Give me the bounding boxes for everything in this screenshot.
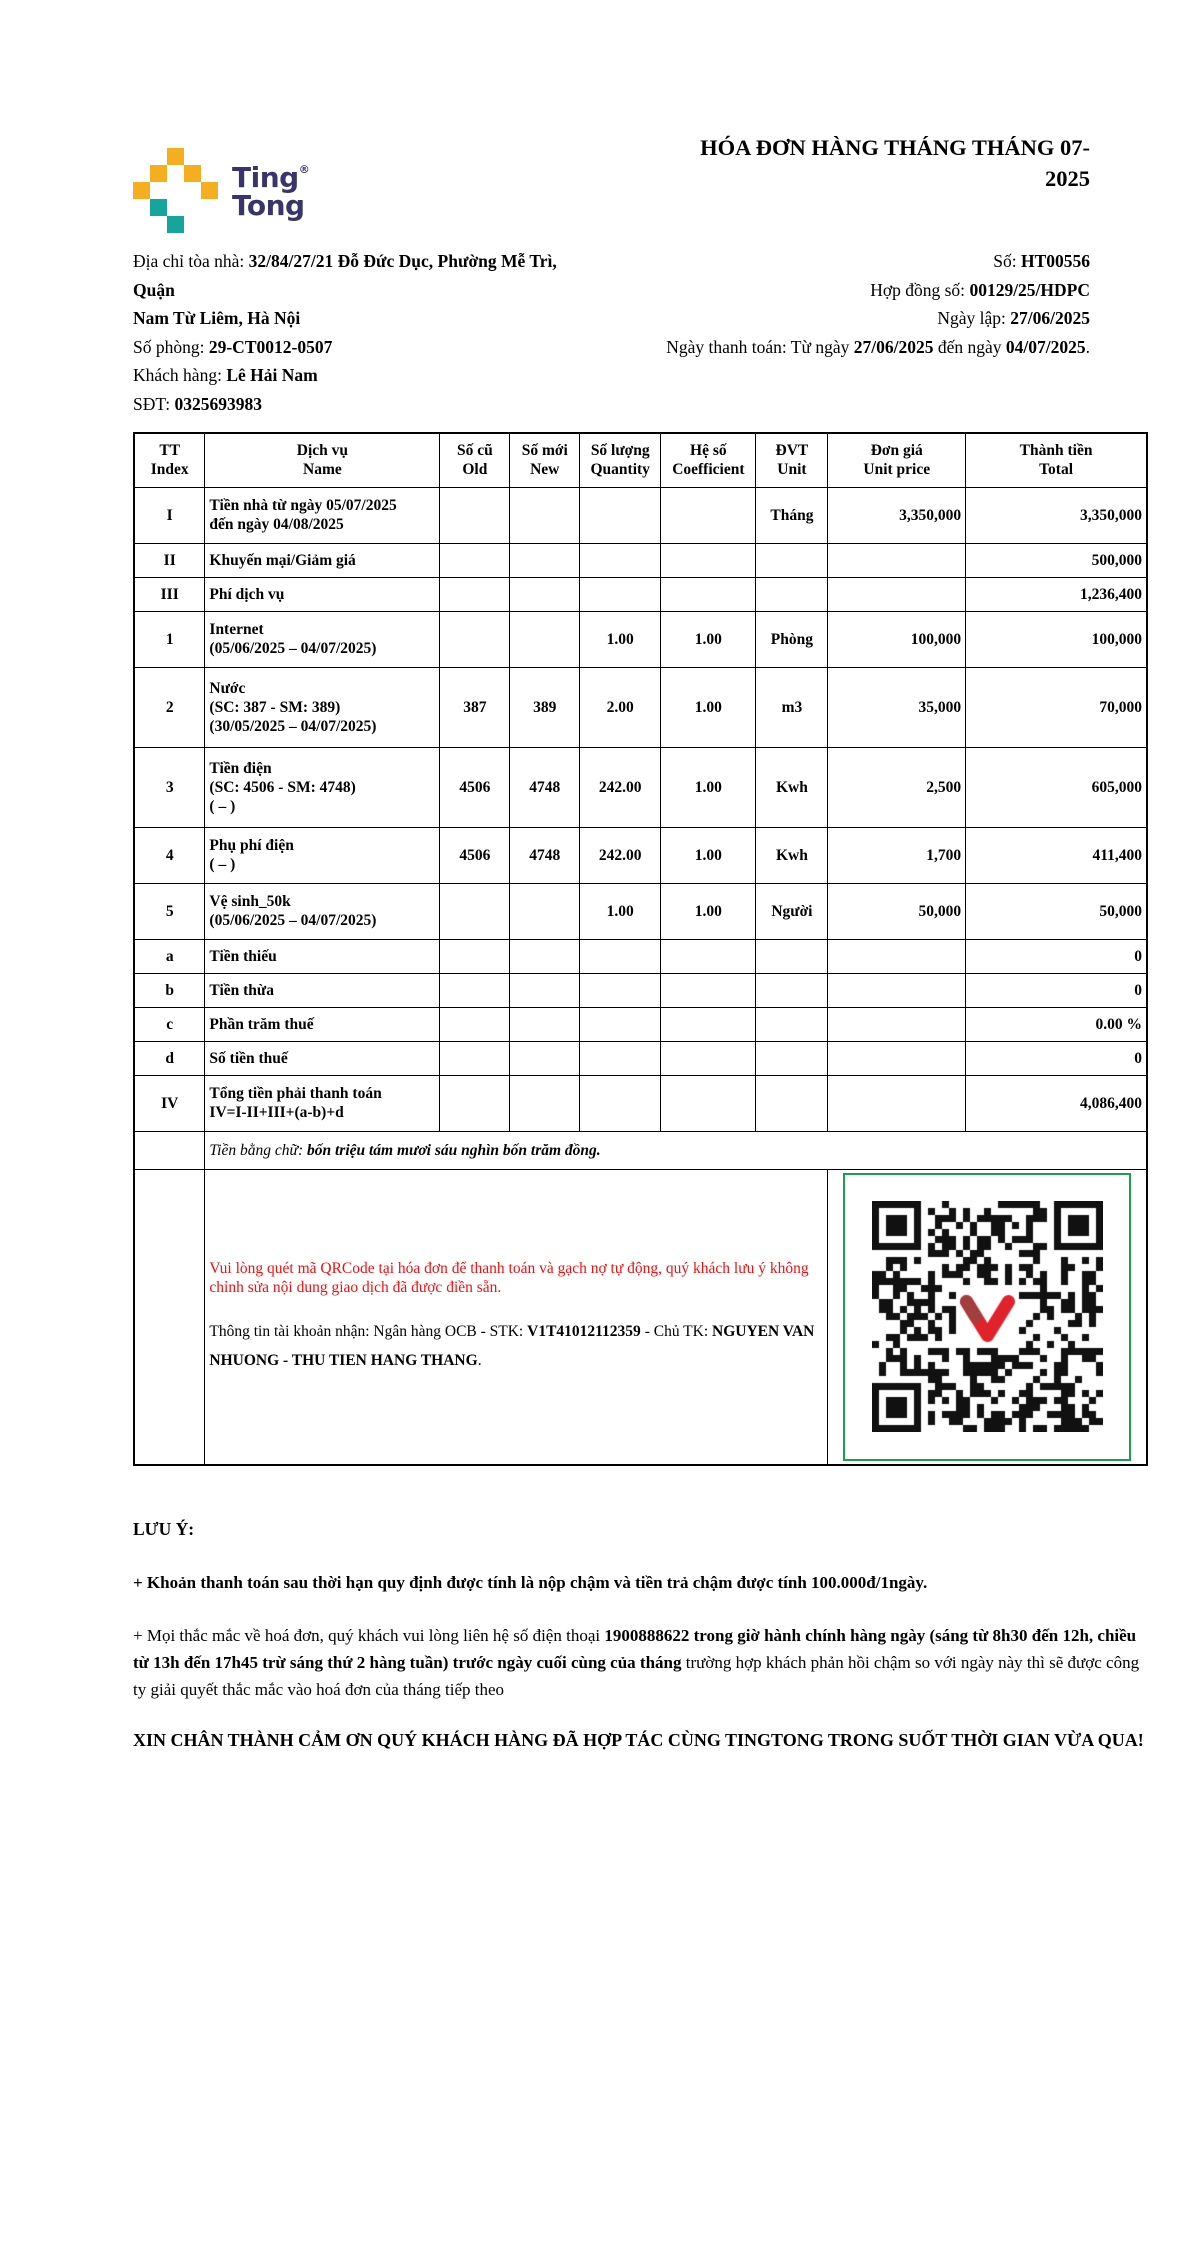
cell-new bbox=[510, 487, 580, 543]
amount-in-words-label: Tiền bằng chữ: bbox=[209, 1141, 307, 1159]
cell-unit bbox=[756, 1075, 828, 1131]
payment-period-line bbox=[593, 333, 1090, 362]
customer-line bbox=[133, 361, 593, 390]
cell-new: 4748 bbox=[510, 747, 580, 827]
brand-wordmark bbox=[232, 156, 309, 220]
cell-old bbox=[440, 883, 510, 939]
cell-old bbox=[440, 973, 510, 1007]
cell-name: Khuyến mại/Giảm giá bbox=[205, 543, 440, 577]
cell-index: IV bbox=[134, 1075, 205, 1131]
cell-coef bbox=[661, 1075, 756, 1131]
cell-total: 0 bbox=[966, 1041, 1147, 1075]
cell-qty bbox=[580, 1041, 661, 1075]
cell-new bbox=[510, 973, 580, 1007]
cell-unit: Người bbox=[756, 883, 828, 939]
invoice-info-left bbox=[133, 247, 593, 418]
table-row bbox=[134, 487, 1147, 543]
deadline-emphasis: trước ngày cuối cùng của tháng bbox=[452, 1652, 682, 1672]
building-address-value2: Nam Từ Liêm, Hà Nội bbox=[133, 308, 301, 328]
cell-price bbox=[828, 1075, 966, 1131]
logo-pixel bbox=[184, 165, 201, 182]
thank-you-text: XIN CHÂN THÀNH CẢM ƠN QUÝ KHÁCH HÀNG ĐÃ HỢP TÁC CÙNG TINGTONG TRONG SUỐT THỜI GIAN VỪA QUA! bbox=[133, 1729, 1144, 1750]
cell-total: 70,000 bbox=[966, 667, 1147, 747]
table-row bbox=[134, 973, 1147, 1007]
payment-to-date: 04/07/2025 bbox=[1005, 336, 1086, 357]
cell-unit: Kwh bbox=[756, 827, 828, 883]
cell-new bbox=[510, 1007, 580, 1041]
invoice-number-value: HT00556 bbox=[1020, 251, 1090, 271]
contract-number-value: 00129/25/HDPC bbox=[969, 279, 1090, 300]
cell-price: 3,350,000 bbox=[828, 487, 966, 543]
cell-new: 4748 bbox=[510, 827, 580, 883]
logo-pixel bbox=[167, 148, 184, 165]
table-row bbox=[134, 611, 1147, 667]
cell-coef: 1.00 bbox=[661, 611, 756, 667]
col-header-index: TT Index bbox=[134, 433, 205, 487]
payment-period-mid: đến ngày bbox=[933, 336, 1006, 357]
cell-coef bbox=[661, 973, 756, 1007]
brand-word-ting: Ting bbox=[232, 161, 299, 194]
cell-unit: m3 bbox=[756, 667, 828, 747]
cell-total: 500,000 bbox=[966, 543, 1147, 577]
table-row bbox=[134, 827, 1147, 883]
footer-notes bbox=[133, 1516, 1148, 1755]
cell-new bbox=[510, 939, 580, 973]
cell-qty bbox=[580, 1007, 661, 1041]
customer-label: Khách hàng: bbox=[133, 365, 227, 385]
customer-value: Lê Hải Nam bbox=[226, 365, 318, 385]
cell-new bbox=[510, 883, 580, 939]
cell-name: Internet (05/06/2025 – 04/07/2025) bbox=[205, 611, 440, 667]
cell-qty bbox=[580, 543, 661, 577]
cell-qty bbox=[580, 939, 661, 973]
cell-price bbox=[828, 577, 966, 611]
cell-index: d bbox=[134, 1041, 205, 1075]
invoice-table bbox=[133, 432, 1148, 1466]
cell-price: 2,500 bbox=[828, 747, 966, 827]
cell-qty bbox=[580, 577, 661, 611]
cell-coef bbox=[661, 1041, 756, 1075]
cell-total: 3,350,000 bbox=[966, 487, 1147, 543]
cell-unit: Kwh bbox=[756, 747, 828, 827]
col-header-new: Số mới New bbox=[510, 433, 580, 487]
table-row bbox=[134, 1007, 1147, 1041]
invoice-info-right bbox=[593, 247, 1090, 418]
qr-code-frame bbox=[843, 1173, 1131, 1461]
account-end: . bbox=[477, 1351, 482, 1369]
cell-new bbox=[510, 1041, 580, 1075]
cell-coef bbox=[661, 543, 756, 577]
account-info-text bbox=[209, 1317, 823, 1375]
qr-code-cell bbox=[828, 1169, 1147, 1465]
cell-total: 0 bbox=[966, 939, 1147, 973]
cell-old bbox=[440, 1075, 510, 1131]
table-row bbox=[134, 667, 1147, 747]
cell-total: 0.00 % bbox=[966, 1007, 1147, 1041]
qr-code bbox=[872, 1201, 1103, 1432]
issue-date-label: Ngày lập: bbox=[937, 308, 1011, 328]
cell-coef: 1.00 bbox=[661, 667, 756, 747]
cell-name: Vệ sinh_50k (05/06/2025 – 04/07/2025) bbox=[205, 883, 440, 939]
cell-new bbox=[510, 611, 580, 667]
cell-coef: 1.00 bbox=[661, 747, 756, 827]
hotline-note-part1: + Mọi thắc mắc về hoá đơn, quý khách vui lòng liên hệ số điện thoại bbox=[133, 1625, 605, 1645]
cell-coef: 1.00 bbox=[661, 883, 756, 939]
cell-index: a bbox=[134, 939, 205, 973]
issue-date-line bbox=[593, 304, 1090, 333]
cell-price bbox=[828, 939, 966, 973]
phone-line bbox=[133, 390, 593, 419]
cell-coef bbox=[661, 577, 756, 611]
cell-price: 100,000 bbox=[828, 611, 966, 667]
col-header-unit-price: Đơn giá Unit price bbox=[828, 433, 966, 487]
col-header-quantity: Số lượng Quantity bbox=[580, 433, 661, 487]
hotline-note-part5: trường hợp khách phản hồi chậm so với ngày này thì sẽ được công ty giải quyết thắc mắc vào hoá đơn của tháng tiếp theo bbox=[133, 1652, 1140, 1699]
cell-unit bbox=[756, 973, 828, 1007]
hotline-number-and-hours: 1900888622 trong giờ hành chính hàng ngày (sáng từ 8h30 đến 12h, chiều từ 13h đến 17h45 trừ sáng thứ 2 hàng tuần) bbox=[133, 1625, 1137, 1672]
cell-index: II bbox=[134, 543, 205, 577]
cell-unit bbox=[756, 543, 828, 577]
late-payment-note: + Khoản thanh toán sau thời hạn quy định được tính là nộp chậm và tiền trả chậm được tính 100.000đ/1ngày. bbox=[133, 1572, 928, 1592]
account-prefix: Thông tin tài khoản nhận: Ngân hàng OCB - STK: bbox=[209, 1322, 528, 1340]
cell-new: 389 bbox=[510, 667, 580, 747]
cell-qty: 242.00 bbox=[580, 827, 661, 883]
cell-name: Tiền thừa bbox=[205, 973, 440, 1007]
table-header-row bbox=[134, 433, 1147, 487]
cell-old bbox=[440, 1007, 510, 1041]
room-number-value: 29-CT0012-0507 bbox=[208, 336, 333, 357]
cell-unit bbox=[756, 577, 828, 611]
table-row bbox=[134, 577, 1147, 611]
cell-qty: 2.00 bbox=[580, 667, 661, 747]
table-row bbox=[134, 1041, 1147, 1075]
invoice-number-label: Số: bbox=[993, 251, 1021, 271]
phone-label: SĐT: bbox=[133, 393, 175, 414]
building-address-line2 bbox=[133, 304, 593, 333]
cell-total: 1,236,400 bbox=[966, 577, 1147, 611]
brand-word-tong: Tong bbox=[232, 189, 305, 222]
invoice-info bbox=[133, 247, 1148, 418]
cell-new bbox=[510, 543, 580, 577]
cell-qty: 1.00 bbox=[580, 883, 661, 939]
cell-name: Tiền thiếu bbox=[205, 939, 440, 973]
cell-index: 2 bbox=[134, 667, 205, 747]
room-number-label: Số phòng: bbox=[133, 336, 209, 357]
header bbox=[133, 132, 1148, 233]
room-number-line bbox=[133, 333, 593, 362]
building-address-label: Địa chỉ tòa nhà: bbox=[133, 251, 249, 271]
cell-index: I bbox=[134, 487, 205, 543]
logo-pixel bbox=[150, 199, 167, 216]
notes-heading: LƯU Ý: bbox=[133, 1518, 195, 1539]
qr-instructions-cell bbox=[205, 1169, 828, 1465]
cell-old bbox=[440, 543, 510, 577]
cell-name: Phần trăm thuế bbox=[205, 1007, 440, 1041]
hotline-note bbox=[133, 1622, 1148, 1703]
cell-qty bbox=[580, 487, 661, 543]
cell-name: Phí dịch vụ bbox=[205, 577, 440, 611]
cell-total: 411,400 bbox=[966, 827, 1147, 883]
cell-old: 387 bbox=[440, 667, 510, 747]
registered-mark: ® bbox=[298, 163, 310, 176]
cell-total: 605,000 bbox=[966, 747, 1147, 827]
cell-qty: 1.00 bbox=[580, 611, 661, 667]
cell-price bbox=[828, 973, 966, 1007]
account-holder: NGUYEN VAN NHUONG - THU TIEN HANG THANG bbox=[209, 1322, 815, 1369]
cell-empty bbox=[134, 1169, 205, 1465]
issue-date-value: 27/06/2025 bbox=[1010, 308, 1090, 328]
col-header-unit: ĐVT Unit bbox=[756, 433, 828, 487]
cell-empty bbox=[134, 1131, 205, 1169]
cell-unit bbox=[756, 1041, 828, 1075]
contract-number-label: Hợp đồng số: bbox=[870, 279, 970, 300]
table-body bbox=[134, 487, 1147, 1131]
col-header-name: Dịch vụ Name bbox=[205, 433, 440, 487]
cell-total: 100,000 bbox=[966, 611, 1147, 667]
cell-name: Tổng tiền phải thanh toán IV=I-II+III+(a-b)+d bbox=[205, 1075, 440, 1131]
invoice-number-line bbox=[593, 247, 1090, 276]
amount-in-words-row bbox=[134, 1131, 1147, 1169]
account-number: V1T41012112359 bbox=[527, 1322, 641, 1340]
cell-new bbox=[510, 577, 580, 611]
cell-coef bbox=[661, 939, 756, 973]
cell-old bbox=[440, 1041, 510, 1075]
cell-unit: Phòng bbox=[756, 611, 828, 667]
page-title-line2: 2025 bbox=[1045, 166, 1090, 191]
qr-warning-text: Vui lòng quét mã QRCode tại hóa đơn để thanh toán và gạch nợ tự động, quý khách lưu ý không chỉnh sửa nội dung giao dịch đã được điền sẵn. bbox=[209, 1259, 809, 1296]
cell-old bbox=[440, 577, 510, 611]
cell-coef bbox=[661, 487, 756, 543]
cell-index: c bbox=[134, 1007, 205, 1041]
cell-name: Phụ phí điện ( – ) bbox=[205, 827, 440, 883]
col-header-total: Thành tiền Total bbox=[966, 433, 1147, 487]
cell-price: 35,000 bbox=[828, 667, 966, 747]
payment-period-label: Ngày thanh toán: Từ ngày bbox=[666, 336, 854, 357]
cell-old: 4506 bbox=[440, 827, 510, 883]
page-title bbox=[700, 132, 1090, 194]
logo-pixel bbox=[133, 182, 150, 199]
cell-index: III bbox=[134, 577, 205, 611]
cell-unit bbox=[756, 939, 828, 973]
cell-qty bbox=[580, 973, 661, 1007]
table-row bbox=[134, 939, 1147, 973]
amount-in-words-cell bbox=[205, 1131, 1147, 1169]
table-row bbox=[134, 543, 1147, 577]
cell-coef bbox=[661, 1007, 756, 1041]
qr-payment-row bbox=[134, 1169, 1147, 1465]
cell-total: 4,086,400 bbox=[966, 1075, 1147, 1131]
cell-name: Nước (SC: 387 - SM: 389) (30/05/2025 – 04/07/2025) bbox=[205, 667, 440, 747]
cell-price bbox=[828, 1041, 966, 1075]
phone-value: 0325693983 bbox=[174, 393, 262, 414]
account-mid: - Chủ TK: bbox=[640, 1322, 713, 1340]
logo-pixel bbox=[150, 165, 167, 182]
tingtong-pixel-arrow-icon bbox=[133, 148, 218, 233]
cell-index: 1 bbox=[134, 611, 205, 667]
cell-coef: 1.00 bbox=[661, 827, 756, 883]
cell-index: b bbox=[134, 973, 205, 1007]
col-header-old: Số cũ Old bbox=[440, 433, 510, 487]
table-row bbox=[134, 883, 1147, 939]
cell-name: Số tiền thuế bbox=[205, 1041, 440, 1075]
cell-new bbox=[510, 1075, 580, 1131]
building-address-value: 32/84/27/21 Đỗ Đức Dục, Phường Mễ Trì, Quận bbox=[133, 251, 557, 300]
cell-unit bbox=[756, 1007, 828, 1041]
cell-total: 50,000 bbox=[966, 883, 1147, 939]
cell-price: 1,700 bbox=[828, 827, 966, 883]
cell-price: 50,000 bbox=[828, 883, 966, 939]
cell-old bbox=[440, 611, 510, 667]
cell-qty: 242.00 bbox=[580, 747, 661, 827]
cell-price bbox=[828, 1007, 966, 1041]
building-address-line bbox=[133, 247, 593, 304]
table-row bbox=[134, 747, 1147, 827]
page-title-line1: HÓA ĐƠN HÀNG THÁNG THÁNG 07- bbox=[700, 135, 1090, 160]
cell-old bbox=[440, 939, 510, 973]
contract-number-line bbox=[593, 276, 1090, 305]
cell-unit: Tháng bbox=[756, 487, 828, 543]
col-header-coefficient: Hệ số Coefficient bbox=[661, 433, 756, 487]
payment-period-end: . bbox=[1085, 336, 1090, 357]
cell-index: 4 bbox=[134, 827, 205, 883]
cell-qty bbox=[580, 1075, 661, 1131]
cell-index: 3 bbox=[134, 747, 205, 827]
amount-in-words-value: bốn triệu tám mươi sáu nghìn bốn trăm đồng. bbox=[306, 1141, 601, 1159]
cell-old: 4506 bbox=[440, 747, 510, 827]
cell-total: 0 bbox=[966, 973, 1147, 1007]
logo-pixel bbox=[167, 216, 184, 233]
cell-old bbox=[440, 487, 510, 543]
logo-pixel bbox=[201, 182, 218, 199]
payment-from-date: 27/06/2025 bbox=[853, 336, 934, 357]
cell-name: Tiền điện (SC: 4506 - SM: 4748) ( – ) bbox=[205, 747, 440, 827]
cell-price bbox=[828, 543, 966, 577]
cell-name: Tiền nhà từ ngày 05/07/2025 đến ngày 04/08/2025 bbox=[205, 487, 440, 543]
brand-logo bbox=[133, 148, 309, 233]
table-row bbox=[134, 1075, 1147, 1131]
cell-index: 5 bbox=[134, 883, 205, 939]
